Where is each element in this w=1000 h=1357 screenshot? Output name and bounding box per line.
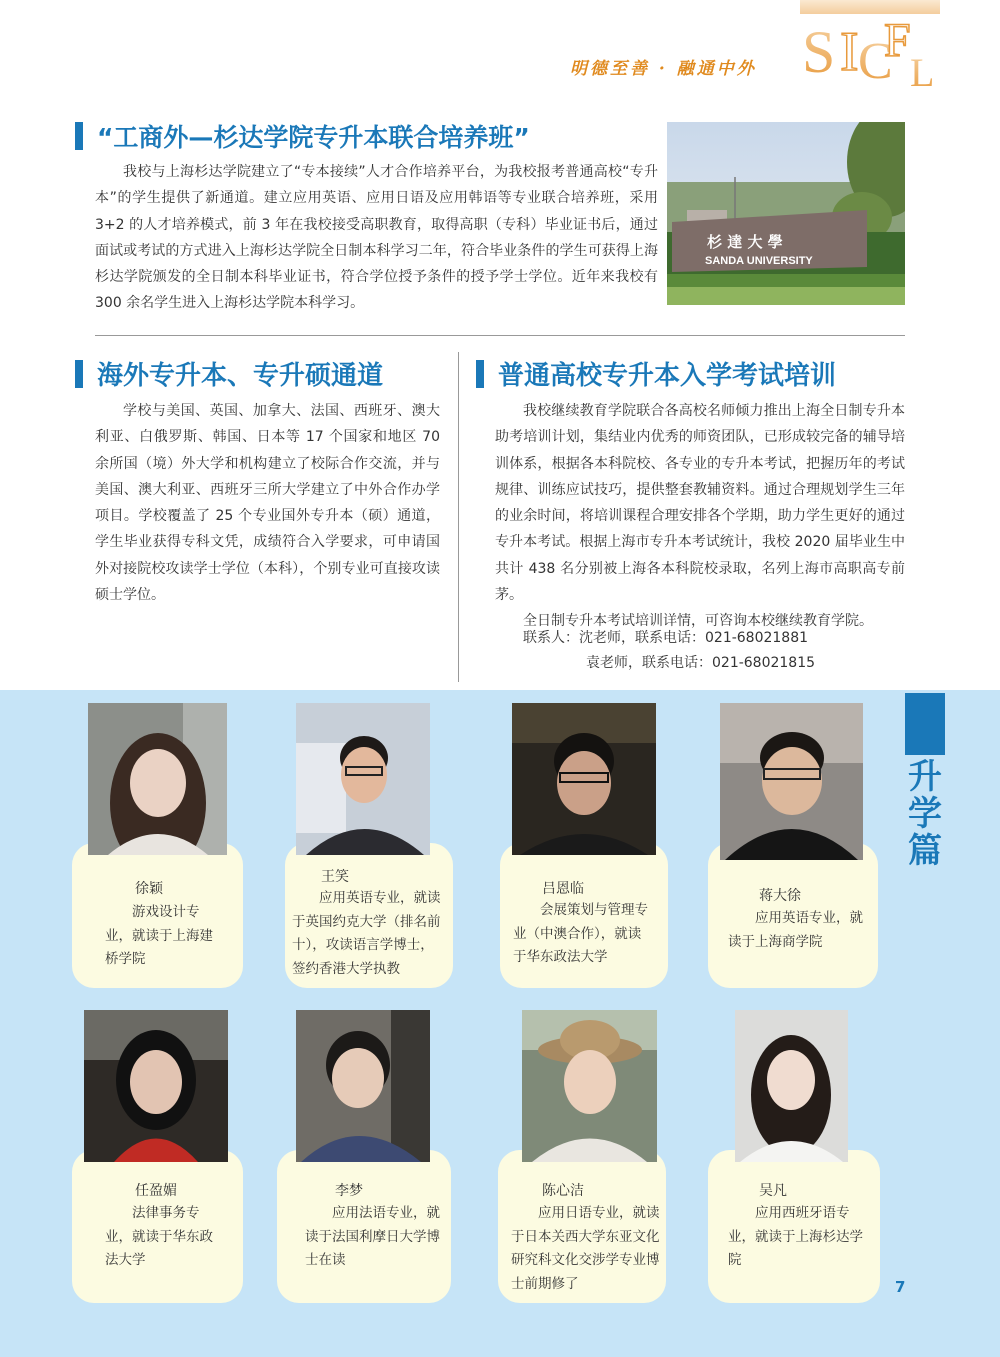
- student-photo: [84, 1010, 228, 1162]
- student-name: 吴凡: [759, 1183, 787, 1199]
- section-title-training: [476, 355, 836, 392]
- section-title-text: 普通高校专升本入学考试培训: [498, 361, 837, 391]
- student-card: [277, 1150, 451, 1303]
- student-photo: [735, 1010, 848, 1162]
- school-motto: 明德至善 · 融通中外: [570, 59, 757, 79]
- title-bar: [75, 122, 83, 150]
- student-desc: 法律事务专业，就读于华东政法大学: [105, 1205, 213, 1268]
- student-card: [498, 1150, 666, 1303]
- student-photo: [512, 703, 656, 855]
- section-title-overseas: [75, 355, 383, 392]
- vertical-divider: [458, 352, 459, 682]
- student-card: [708, 1150, 880, 1303]
- student-desc: 会展策划与管理专业（中澳合作），就读于华东政法大学: [513, 902, 648, 965]
- page-number: 7: [895, 1278, 906, 1296]
- student-photo: [296, 1010, 430, 1162]
- svg-text:L: L: [910, 50, 935, 95]
- student-name: 王笑: [321, 869, 349, 885]
- svg-text:C: C: [858, 33, 893, 90]
- student-photo: [88, 703, 227, 855]
- student-photo: [720, 703, 863, 860]
- svg-text:S: S: [802, 19, 836, 85]
- student-photo: [522, 1010, 657, 1162]
- section-title-sanda: [75, 118, 530, 154]
- student-desc: 应用日语专业，就读于日本关西大学东亚文化研究科文化交涉学专业博士前期修了: [511, 1205, 660, 1292]
- horizontal-divider: [95, 335, 905, 336]
- svg-text:I: I: [840, 21, 859, 83]
- svg-text:SANDA UNIVERSITY: SANDA UNIVERSITY: [705, 255, 813, 267]
- section-title-text: “工商外—杉达学院专升本联合培养班”: [97, 123, 530, 152]
- student-name: 蒋大徐: [759, 888, 801, 904]
- student-desc: 应用英语专业，就读于上海商学院: [728, 910, 863, 950]
- student-card: [708, 843, 878, 988]
- student-name: 陈心洁: [542, 1183, 584, 1199]
- student-name: 吕恩临: [542, 881, 584, 897]
- contact-line-1: 联系人：沈老师，联系电话：021-68021881: [523, 630, 809, 646]
- side-tab-label: 升学篇: [908, 757, 942, 871]
- overseas-paragraph: 学校与美国、英国、加拿大、法国、西班牙、澳大利亚、白俄罗斯、韩国、日本等 17 个国家和地区 70 余所国（境）外大学和机构建立了校际合作交流，并与美国、澳大利亚、西班牙三所大学建立了中外合作办学项目。学校覆盖了 25 个专业国外专升本（硕）通道，学生毕业获得专科文凭，成绩符合入学要求，可申请国外对接院校攻读学士学位（本科），个别专业可直接攻读硕士学位。: [95, 403, 440, 604]
- side-tab: [905, 693, 945, 883]
- student-name: 李梦: [335, 1183, 363, 1199]
- student-desc: 游戏设计专业，就读于上海建桥学院: [105, 904, 213, 967]
- sanda-paragraph: 我校与上海杉达学院建立了“专本接续”人才合作培养平台，为我校报考普通高校“专升本”的学生提供了新通道。建立应用英语、应用日语及应用韩语等专业联合培养班，采用 3+2 的人才培养模式，前 3 年在我校接受高职教育，取得高职（专科）毕业证书后，通过面试或考试的方式进入上海杉达学院全日制本科学习二年，符合毕业条件的学生可获得上海杉达学院颁发的全日制本科毕业证书，符合学位授予条件的授予学士学位。近年来我校有 300 余名学生进入上海杉达学院本科学习。: [95, 164, 658, 312]
- student-photo: [296, 703, 430, 855]
- training-paragraph: 我校继续教育学院联合各高校名师倾力推出上海全日制专升本助考培训计划，集结业内优秀的师资团队，已形成较完备的辅导培训体系，根据各本科院校、各专业的专升本考试，把握历年的考试规律、训练应试技巧，提供整套教辅资料。通过合理规划学生三年的业余时间，将培训课程合理安排各个学期，助力学生更好的通过专升本考试。根据上海市专升本考试统计，我校 2020 届毕业生中共计 438 名分别被上海各本科院校录取，名列上海市高职高专前茅。 全日制专升本考试培训详情，可咨询本校继续教育学院。: [495, 403, 905, 630]
- student-desc: 应用法语专业，就读于法国利摩日大学博士在读: [305, 1205, 440, 1268]
- student-desc: 应用西班牙语专业，就读于上海杉达学院: [728, 1205, 863, 1268]
- student-card: [72, 843, 243, 988]
- svg-text:杉 達 大 學: 杉 達 大 學: [707, 233, 783, 251]
- section-title-text: 海外专升本、专升硕通道: [97, 361, 384, 391]
- student-card: [72, 1150, 243, 1303]
- sanda-university-photo: [667, 122, 905, 305]
- student-card: [500, 843, 668, 988]
- title-bar: [75, 360, 83, 388]
- school-logo: [800, 0, 940, 95]
- svg-text:F: F: [884, 14, 911, 67]
- side-tab-block: [905, 693, 945, 755]
- title-bar: [476, 360, 484, 388]
- student-name: 徐颖: [135, 881, 163, 897]
- student-desc: 应用英语专业，就读于英国约克大学（排名前十），攻读语言学博士，签约香港大学执教: [292, 890, 441, 977]
- student-card: [285, 843, 453, 988]
- contact-line-2: 袁老师，联系电话：021-68021815: [586, 655, 816, 671]
- student-name: 任盈媚: [135, 1183, 177, 1199]
